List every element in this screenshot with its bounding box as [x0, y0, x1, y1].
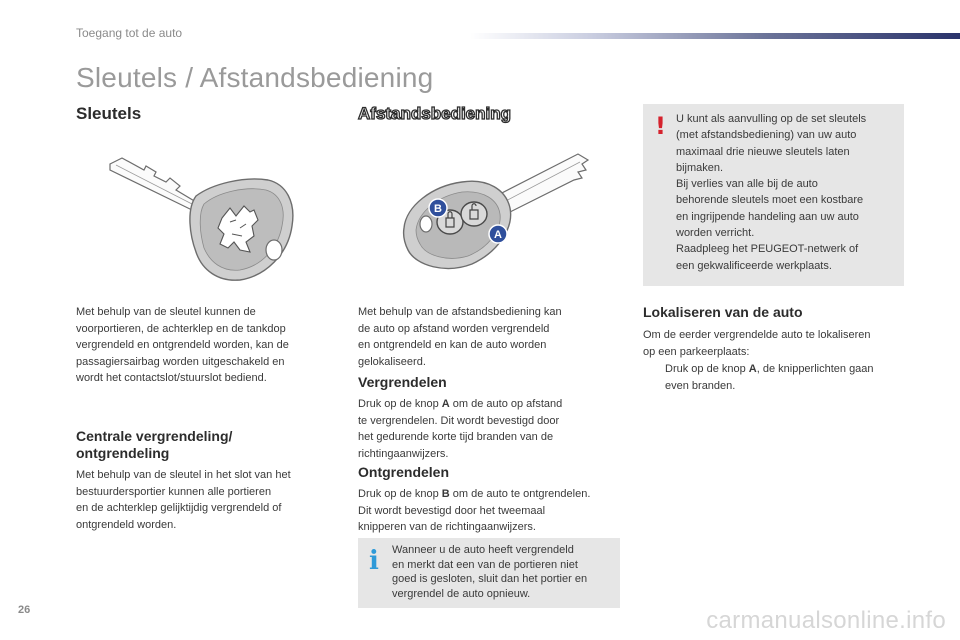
- info-note-text: Wanneer u de auto heeft vergrendeld en merkt dat een van de portieren niet goed is gesloten, sluit dan het portier en vergrendel de auto opnieuw.: [392, 544, 588, 600]
- remote-intro-text: Met behulp van de afstandsbediening kan de auto op afstand worden vergrendeld en ontgrendeld en kan de auto worden gelokaliseerd.: [358, 306, 562, 368]
- unlocking-heading: Ontgrendelen: [358, 464, 450, 480]
- info-icon: i: [369, 546, 379, 576]
- remote-button-a-label: A: [494, 229, 502, 241]
- locate-step-text: Druk op de knop A, de knipperlichten gaan even branden.: [665, 363, 874, 392]
- header-gradient-bar: [470, 33, 960, 39]
- keys-intro-text: Met behulp van de sleutel kunnen de voorportieren, de achterklep en de tankdop vergrendeld en ontgrendeld worden, kan de passagiersairbag worden uitgeschakeld en wordt het contactslot/stuurslot bediend.: [76, 306, 289, 384]
- locate-heading: Lokaliseren van de auto: [643, 304, 803, 320]
- unlocking-text: Druk op de knop B om de auto te ontgrendelen. Dit wordt bevestigd door het tweemaal knipperen van de richtingaanwijzers.: [358, 488, 591, 533]
- page-title: Sleutels / Afstandsbediening: [76, 62, 434, 93]
- locking-text: Druk op de knop A om de auto op afstand te vergrendelen. Dit wordt bevestigd door het gedurende korte tijd branden van de richtingaanwijzers.: [358, 398, 563, 460]
- info-note-box: [358, 538, 620, 608]
- central-locking-heading: Centrale vergrendeling/ ontgrendeling: [76, 428, 233, 461]
- warning-note-box: [643, 104, 904, 286]
- locate-text: Om de eerder vergrendelde auto te lokaliseren op een parkeerplaats:: [643, 329, 871, 358]
- keys-heading: Sleutels: [76, 104, 142, 123]
- remote-button-b-label: B: [434, 203, 442, 215]
- key-illustration: [104, 150, 304, 290]
- remote-key-illustration: [392, 150, 602, 280]
- section-title: Toegang tot de auto: [76, 26, 183, 40]
- warning-icon: !: [655, 112, 666, 140]
- warning-note-text: U kunt als aanvulling op de set sleutels (met afstandsbediening) van uw auto maximaal drie nieuwe sleutels laten bijmaken. Bij verlies van alle bij de auto behorende sleutels moet een kostbare en ingrijpende handeling aan uw auto worden verricht. Raadpleeg het PEUGEOT-netwerk of een gekwalificeerde werkplaats.: [676, 113, 867, 272]
- locking-heading: Vergrendelen: [358, 374, 447, 390]
- remote-heading: Afstandsbediening: [358, 104, 512, 123]
- central-locking-text: Met behulp van de sleutel in het slot van het bestuurdersportier kunnen alle portieren en de achterklep gelijktijdig vergrendeld of ontgrendeld worden.: [76, 469, 291, 531]
- watermark-text: carmanualsonline.info: [706, 607, 946, 634]
- page-number: 26: [18, 604, 31, 616]
